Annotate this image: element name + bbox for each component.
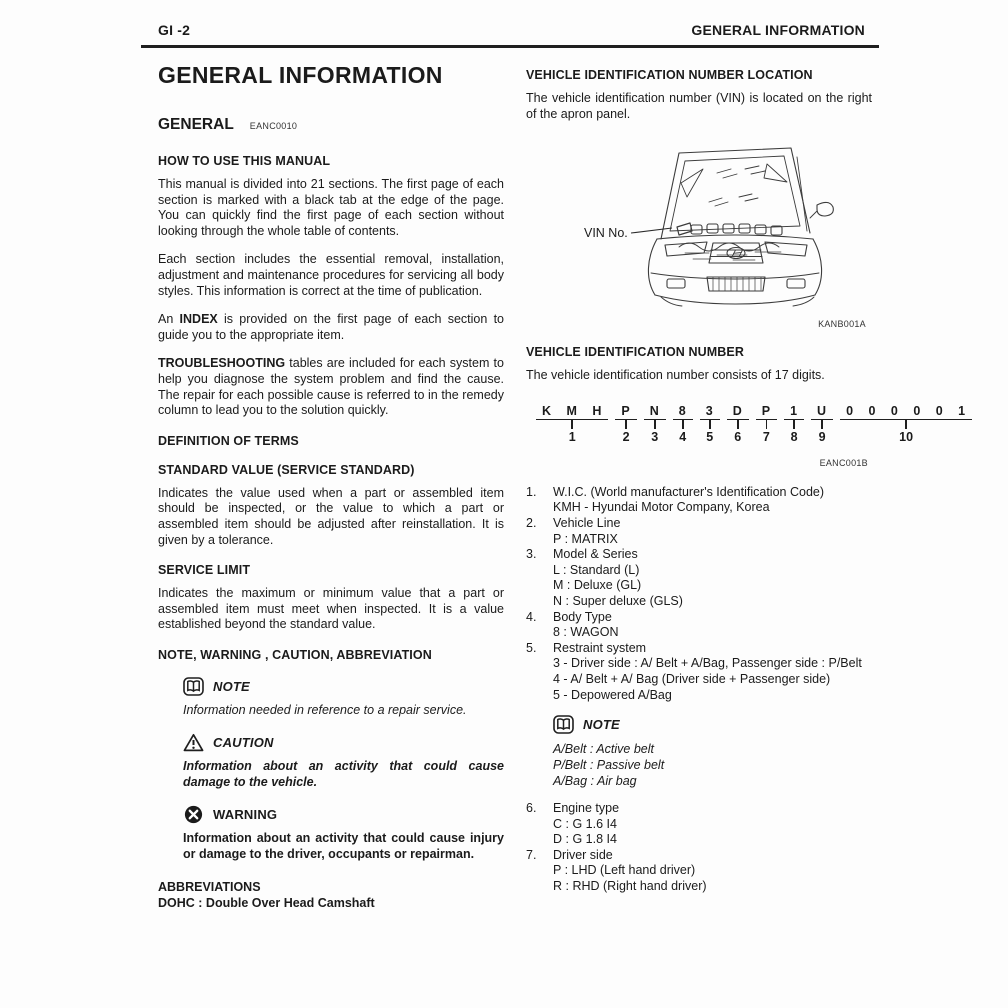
note-callout: [183, 677, 504, 718]
item-number: 4.: [526, 609, 537, 624]
note-line: A/Belt : Active belt: [553, 742, 654, 757]
vin-chars: D: [727, 404, 749, 420]
item-sub: 4 - A/ Belt + A/ Bag (Driver side + Passenger side): [553, 671, 831, 686]
item-title: Driver side: [553, 847, 613, 862]
item-number: 3.: [526, 547, 537, 562]
warning-callout: [183, 805, 504, 862]
vin-tick: [821, 420, 823, 429]
vin-chars: U: [811, 404, 833, 420]
abbreviations-heading: ABBREVIATIONS: [158, 879, 261, 894]
item-sub: D : G 1.8 I4: [553, 832, 617, 847]
caution-triangle-icon: [183, 733, 204, 752]
car-open-hood-drawing: [526, 135, 872, 321]
vin-location-text: The vehicle identification number (VIN) is located on the right of the apron panel.: [526, 91, 872, 121]
note-book-icon: [183, 677, 204, 696]
vin-chars: 8: [673, 404, 693, 420]
service-limit-text: Indicates the maximum or minimum value that a part or assembled item must meet when inspected. It is a value established beyond the standard value.: [158, 586, 504, 632]
paragraph-procedures: Each section includes the essential removal, installation, adjustment and maintenance procedures for servicing all body styles. This information is correct at the time of publication.: [158, 252, 504, 298]
vin-group: [756, 404, 777, 444]
vin-chars: P: [615, 404, 636, 420]
caution-callout: [183, 733, 504, 790]
item-sub: 8 : WAGON: [553, 625, 619, 640]
vin-tick: [571, 420, 573, 429]
troubleshooting-rest: tables are included for each system to help you diagnose the system problem and find the cause. The repair for each possible cause is referred to in the remedy column to lead you to the solution quickly.: [158, 356, 504, 418]
item-number: 5.: [526, 640, 537, 655]
vin-tick: [905, 420, 907, 429]
vin-group: [811, 404, 833, 444]
vin-tick: [766, 420, 768, 429]
vin-diagram-ref-code: EANC001B: [819, 457, 868, 468]
vin-group: [700, 404, 720, 444]
list-item: [526, 848, 872, 895]
item-title: Model & Series: [553, 547, 638, 562]
vin-legend-list: [526, 485, 872, 895]
paragraph-index: [158, 312, 504, 343]
vin-chars: 3: [700, 404, 720, 420]
list-item: [526, 516, 872, 547]
vin-digits-text: The vehicle identification number consists of 17 digits.: [526, 368, 825, 383]
belt-note-callout: [553, 715, 872, 789]
item-number: 6.: [526, 801, 537, 816]
note-label: NOTE: [213, 678, 250, 694]
paragraph-sections: This manual is divided into 21 sections. The first page of each section is marked with a black tab at the edge of the page. You can quickly find the first page of each section without looking through the whole table of contents.: [158, 177, 504, 238]
vin-tick: [793, 420, 795, 429]
note-label: NOTE: [583, 716, 620, 732]
vin-group: [840, 404, 972, 444]
item-sub: N : Super deluxe (GLS): [553, 593, 683, 608]
troubleshooting-bold: TROUBLESHOOTING: [158, 356, 286, 371]
index-bold: INDEX: [179, 312, 218, 327]
vin-tick: [682, 420, 684, 429]
caution-label: CAUTION: [213, 734, 274, 750]
vin-group: [536, 404, 608, 444]
vin-tick: [654, 420, 656, 429]
right-column: [526, 60, 972, 911]
vin-position: 7: [762, 429, 770, 444]
index-prefix: An: [158, 312, 180, 327]
vin-position: 8: [790, 429, 798, 444]
warning-text: Information about an activity that could cause injury or damage to the driver, occupants or repairman.: [183, 830, 504, 861]
header-rule: [141, 45, 879, 48]
vin-tick: [709, 420, 711, 429]
vin-position: 9: [818, 429, 826, 444]
item-title: Engine type: [553, 801, 620, 816]
note-line: A/Bag : Air bag: [553, 774, 637, 789]
page-title: GENERAL INFORMATION: [158, 62, 443, 88]
vin-tick: [737, 420, 739, 429]
standard-value-text: Indicates the value used when a part or assembled item should be inspected, or the value to which a part or assembled item should be adjusted after reinstallation. It is given by a tolerance.: [158, 485, 504, 547]
item-sub: 5 - Depowered A/Bag: [553, 687, 672, 702]
note-book-icon: [553, 715, 574, 734]
figure-ref-code: KANB001A: [818, 319, 866, 330]
item-sub: L : Standard (L): [553, 562, 640, 577]
list-item: [526, 641, 872, 703]
vin-group: [727, 404, 749, 444]
general-ref-code: EANC0010: [249, 121, 298, 131]
vin-position: 5: [706, 429, 714, 444]
item-number: 2.: [526, 515, 537, 530]
vin-group: [673, 404, 693, 444]
vin-group: [644, 404, 666, 444]
index-rest: is provided on the first page of each section to guide you to the appropriate item.: [158, 312, 504, 342]
vin-position: 3: [651, 429, 659, 444]
vin-chars: P: [756, 404, 777, 420]
item-title: Vehicle Line: [553, 515, 621, 530]
definition-heading: DEFINITION OF TERMS: [158, 433, 299, 448]
caution-text: Information about an activity that could cause damage to the vehicle.: [183, 758, 504, 789]
vin-tick: [625, 420, 627, 429]
item-sub: M : Deluxe (GL): [553, 578, 642, 593]
vin-heading: VEHICLE IDENTIFICATION NUMBER: [526, 345, 744, 360]
vin-group: [615, 404, 636, 444]
header-section-title: GENERAL INFORMATION: [691, 22, 865, 38]
vin-chars: K M H: [536, 404, 608, 420]
nwca-heading: NOTE, WARNING , CAUTION, ABBREVIATION: [158, 647, 432, 662]
list-item: [526, 485, 872, 516]
vin-location-figure: [526, 135, 872, 321]
note-line: P/Belt : Passive belt: [553, 758, 665, 773]
vin-group: [784, 404, 804, 444]
left-column: [158, 60, 504, 911]
item-sub: KMH - Hyundai Motor Company, Korea: [553, 500, 770, 515]
item-sub: C : G 1.6 I4: [553, 816, 617, 831]
item-sub: 3 - Driver side : A/ Belt + A/Bag, Passenger side : P/Belt: [553, 656, 862, 671]
vin-location-heading: VEHICLE IDENTIFICATION NUMBER LOCATION: [526, 68, 813, 82]
item-title: Restraint system: [553, 640, 647, 655]
vin-position: 10: [899, 429, 914, 444]
vin-position: 4: [679, 429, 687, 444]
standard-value-heading: STANDARD VALUE (SERVICE STANDARD): [158, 462, 415, 477]
item-sub: P : LHD (Left hand driver): [553, 863, 696, 878]
vin-no-label: VIN No.: [584, 226, 628, 241]
list-item: [526, 547, 872, 609]
vin-position: 1: [568, 429, 576, 444]
abbreviation-dohc: DOHC : Double Over Head Camshaft: [158, 895, 375, 910]
item-sub: P : MATRIX: [553, 531, 618, 546]
service-limit-heading: SERVICE LIMIT: [158, 563, 251, 578]
vin-chars: 0 0 0 0 0 1: [840, 404, 972, 420]
item-sub: R : RHD (Right hand driver): [553, 879, 707, 894]
how-to-heading: HOW TO USE THIS MANUAL: [158, 154, 331, 168]
vin-position: 2: [622, 429, 630, 444]
list-item: [526, 801, 872, 848]
page-header: [158, 22, 865, 38]
item-title: W.I.C. (World manufacturer's Identification Code): [553, 484, 825, 499]
vin-position: 6: [734, 429, 742, 444]
page-number: GI -2: [158, 22, 191, 38]
list-item: [526, 610, 872, 641]
warning-label: WARNING: [213, 806, 278, 822]
paragraph-troubleshooting: [158, 356, 504, 418]
item-number: 1.: [526, 484, 537, 499]
general-heading: GENERAL: [158, 116, 234, 133]
vin-breakdown-diagram: [536, 403, 972, 444]
item-number: 7.: [526, 847, 537, 862]
warning-circle-x-icon: [183, 805, 204, 824]
note-text: Information needed in reference to a repair service.: [183, 702, 467, 717]
vin-chars: 1: [784, 404, 804, 420]
item-title: Body Type: [553, 609, 612, 624]
vin-chars: N: [644, 404, 666, 420]
